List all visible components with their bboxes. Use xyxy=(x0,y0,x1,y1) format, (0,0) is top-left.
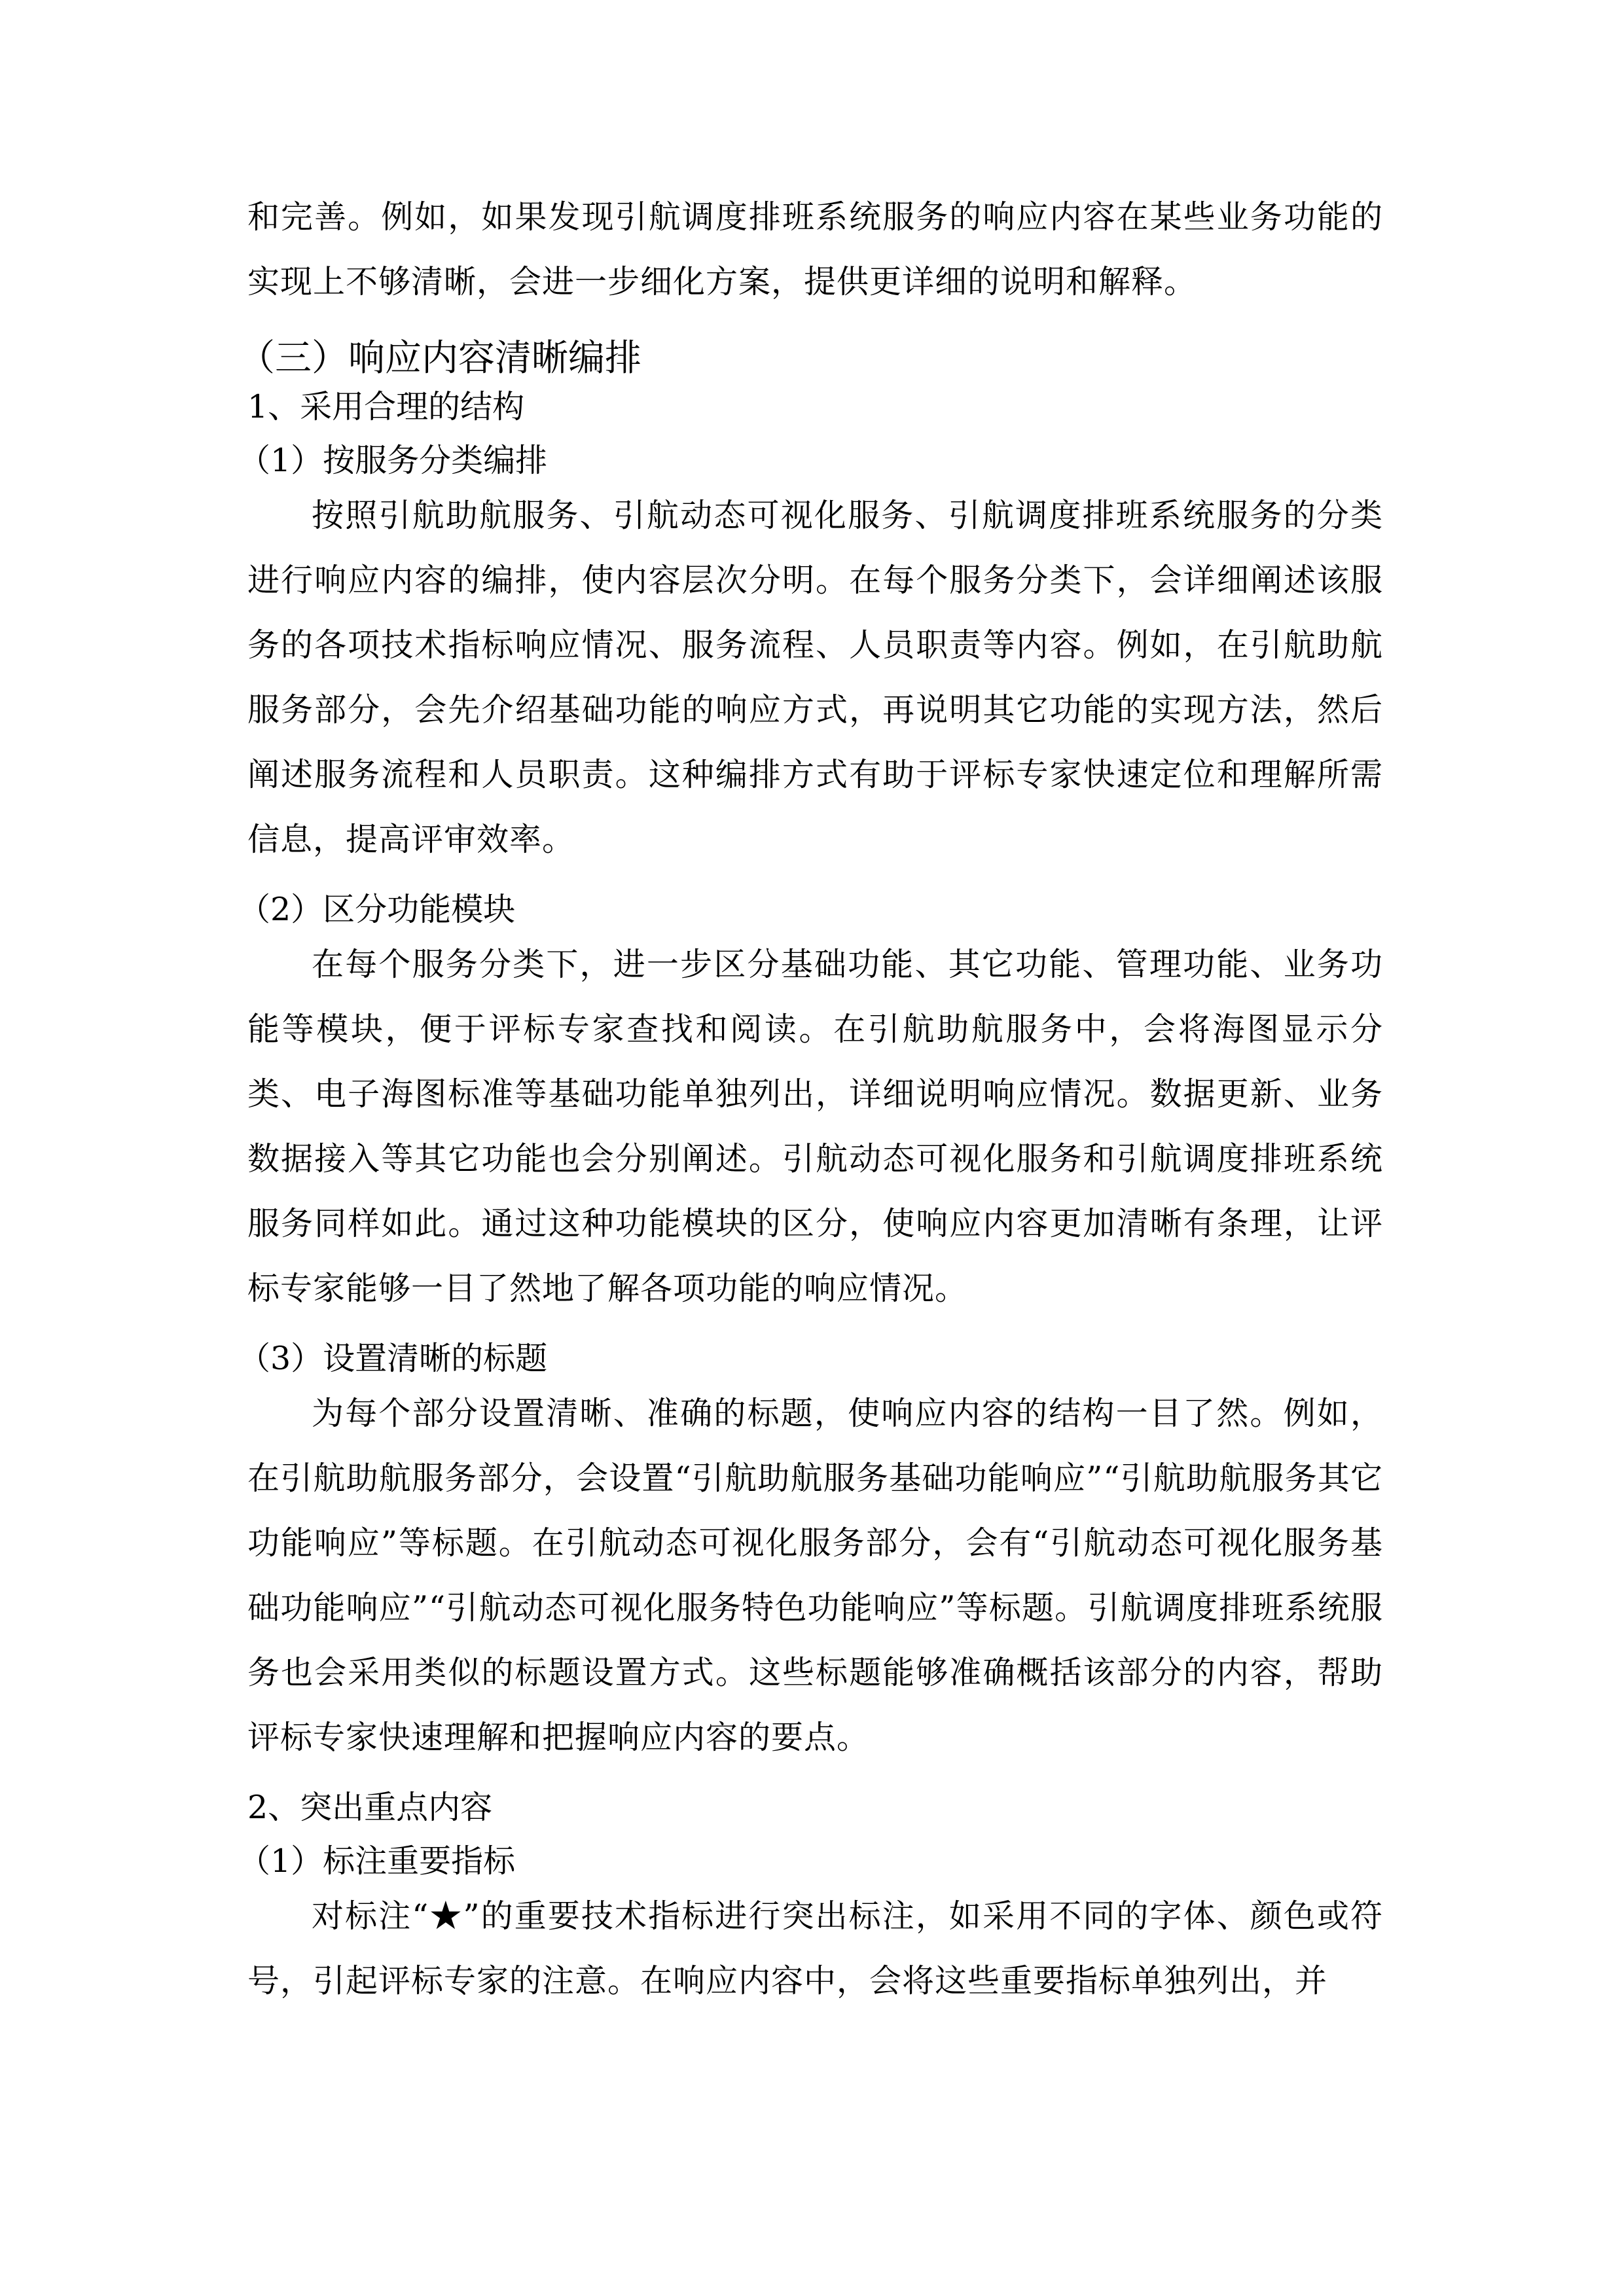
paragraph-continued: 和完善。例如，如果发现引航调度排班系统服务的响应内容在某些业务功能的实现上不够清晰，会进一步细化方案，提供更详细的说明和解释。 xyxy=(247,198,1383,300)
subheading-2: （2）区分功能模块 xyxy=(238,891,516,928)
numbered-heading-2: 2、突出重点内容 xyxy=(247,1789,493,1826)
document-body xyxy=(238,185,1383,2013)
subheading-1: （1）按服务分类编排 xyxy=(238,442,548,479)
subheading-3: （3）设置清晰的标题 xyxy=(238,1340,548,1377)
subheading-4: （1）标注重要指标 xyxy=(238,1842,516,1880)
paragraph-3: 为每个部分设置清晰、准确的标题，使响应内容的结构一目了然。例如，在引航助航服务部分，会设置“引航助航服务基础功能响应”“引航助航服务其它功能响应”等标题。在引航动态可视化服务部分，会有“引航动态可视化服务基础功能响应”“引航动态可视化服务特色功能响应”等标题。引航调度排班系统服务也会采用类似的标题设置方式。这些标题能够准确概括该部分的内容，帮助评标专家快速理解和把握响应内容的要点。 xyxy=(247,1395,1383,1756)
paragraph-1: 按照引航助航服务、引航动态可视化服务、引航调度排班系统服务的分类进行响应内容的编排，使内容层次分明。在每个服务分类下，会详细阐述该服务的各项技术指标响应情况、服务流程、人员职责等内容。例如，在引航助航服务部分，会先介绍基础功能的响应方式，再说明其它功能的实现方法，然后阐述服务流程和人员职责。这种编排方式有助于评标专家快速定位和理解所需信息，提高评审效率。 xyxy=(247,497,1383,858)
paragraph-4: 对标注“★”的重要技术指标进行突出标注，如采用不同的字体、颜色或符号，引起评标专家的注意。在响应内容中，会将这些重要指标单独列出，并 xyxy=(247,1897,1383,2000)
section-heading: （三）响应内容清晰编排 xyxy=(238,337,641,380)
numbered-heading-1: 1、采用合理的结构 xyxy=(247,388,525,425)
paragraph-2: 在每个服务分类下，进一步区分基础功能、其它功能、管理功能、业务功能等模块，便于评标专家查找和阅读。在引航助航服务中，会将海图显示分类、电子海图标准等基础功能单独列出，详细说明响应情况。数据更新、业务数据接入等其它功能也会分别阐述。引航动态可视化服务和引航调度排班系统服务同样如此。通过这种功能模块的区分，使响应内容更加清晰有条理，让评标专家能够一目了然地了解各项功能的响应情况。 xyxy=(247,946,1383,1307)
